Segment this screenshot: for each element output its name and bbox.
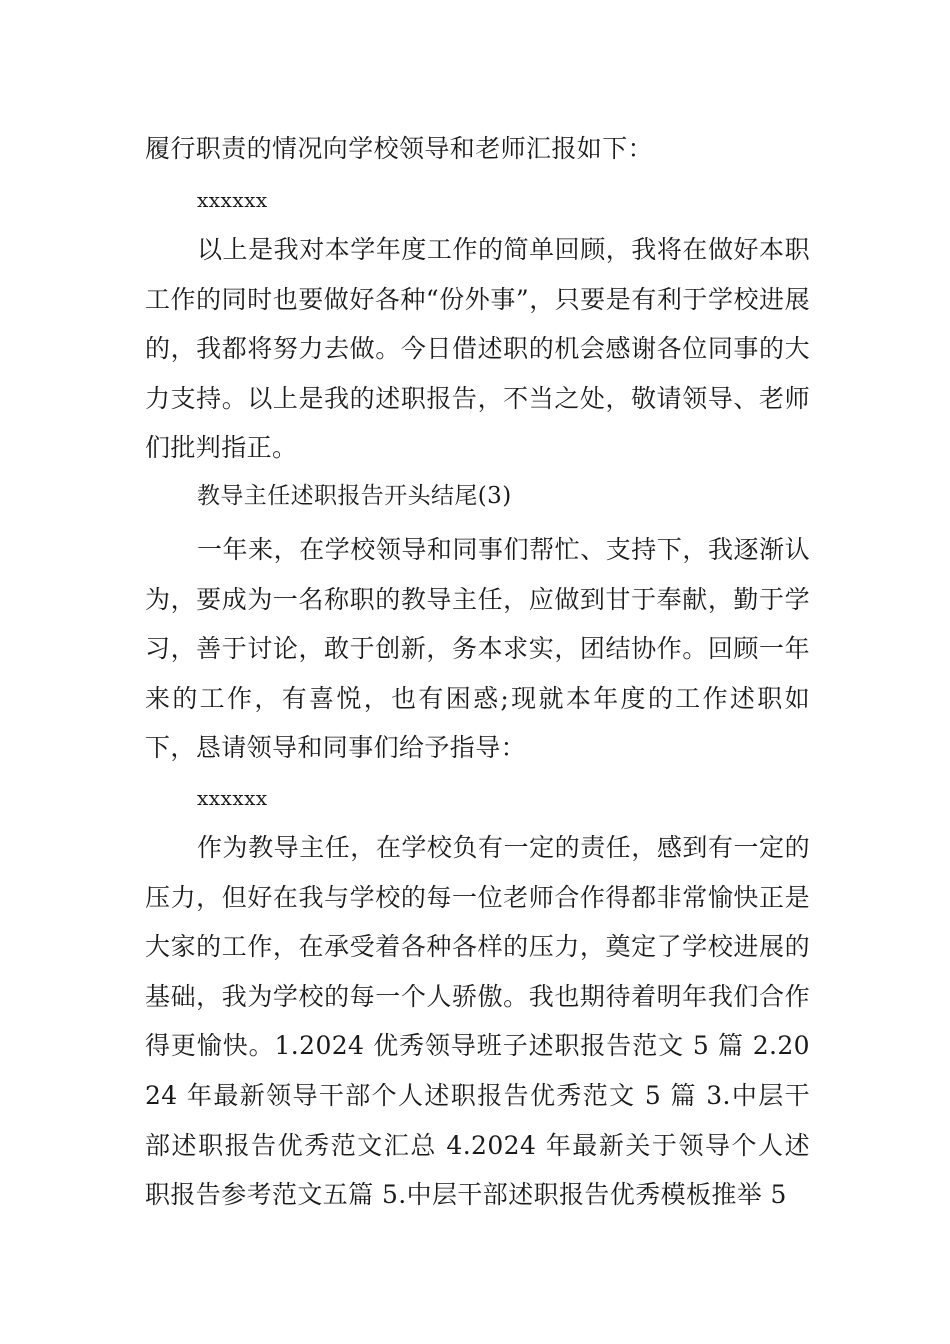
section-heading: 教导主任述职报告开头结尾(3) bbox=[197, 483, 512, 509]
placeholder-line-2: xxxxxx bbox=[197, 786, 268, 810]
placeholder-line: xxxxxx bbox=[197, 188, 268, 212]
paragraph-closing: 作为教导主任，在学校负有一定的责任，感到有一定的压力，但好在我与学校的每一位老师合作得都非常愉快正是大家的工作，在承受着各种各样的压力，奠定了学校进展的基础，我为学校的每一个人骄傲。我也期待着明年我们合作得更愉快。1.2024 优秀领导班子述职报告范文 5 篇 2.2024 年最新领导干部个人述职报告优秀范文 5 篇 3.中层干部述职报告优秀范文汇总 4.2024 年最新关于领导个人述职报告参考范文五篇 5.中层干部述职报告优秀模板推举 5 bbox=[145, 833, 810, 1210]
paragraph-opening: 一年来，在学校领导和同事们帮忙、支持下，我逐渐认为，要成为一名称职的教导主任，应做到甘于奉献，勤于学习，善于讨论，敢于创新，务本求实，团结协作。回顾一年来的工作，有喜悦，也有困惑;现就本年度的工作述职如下，恳请领导和同事们给予指导： bbox=[145, 535, 810, 763]
paragraph-intro: 履行职责的情况向学校领导和老师汇报如下： bbox=[145, 134, 654, 163]
paragraph-summary: 以上是我对本学年度工作的简单回顾，我将在做好本职工作的同时也要做好各种“份外事”，只要是有利于学校进展的，我都将努力去做。今日借述职的机会感谢各位同事的大力支持。以上是我的述职报告，不当之处，敬请领导、老师们批判指正。 bbox=[145, 235, 810, 463]
